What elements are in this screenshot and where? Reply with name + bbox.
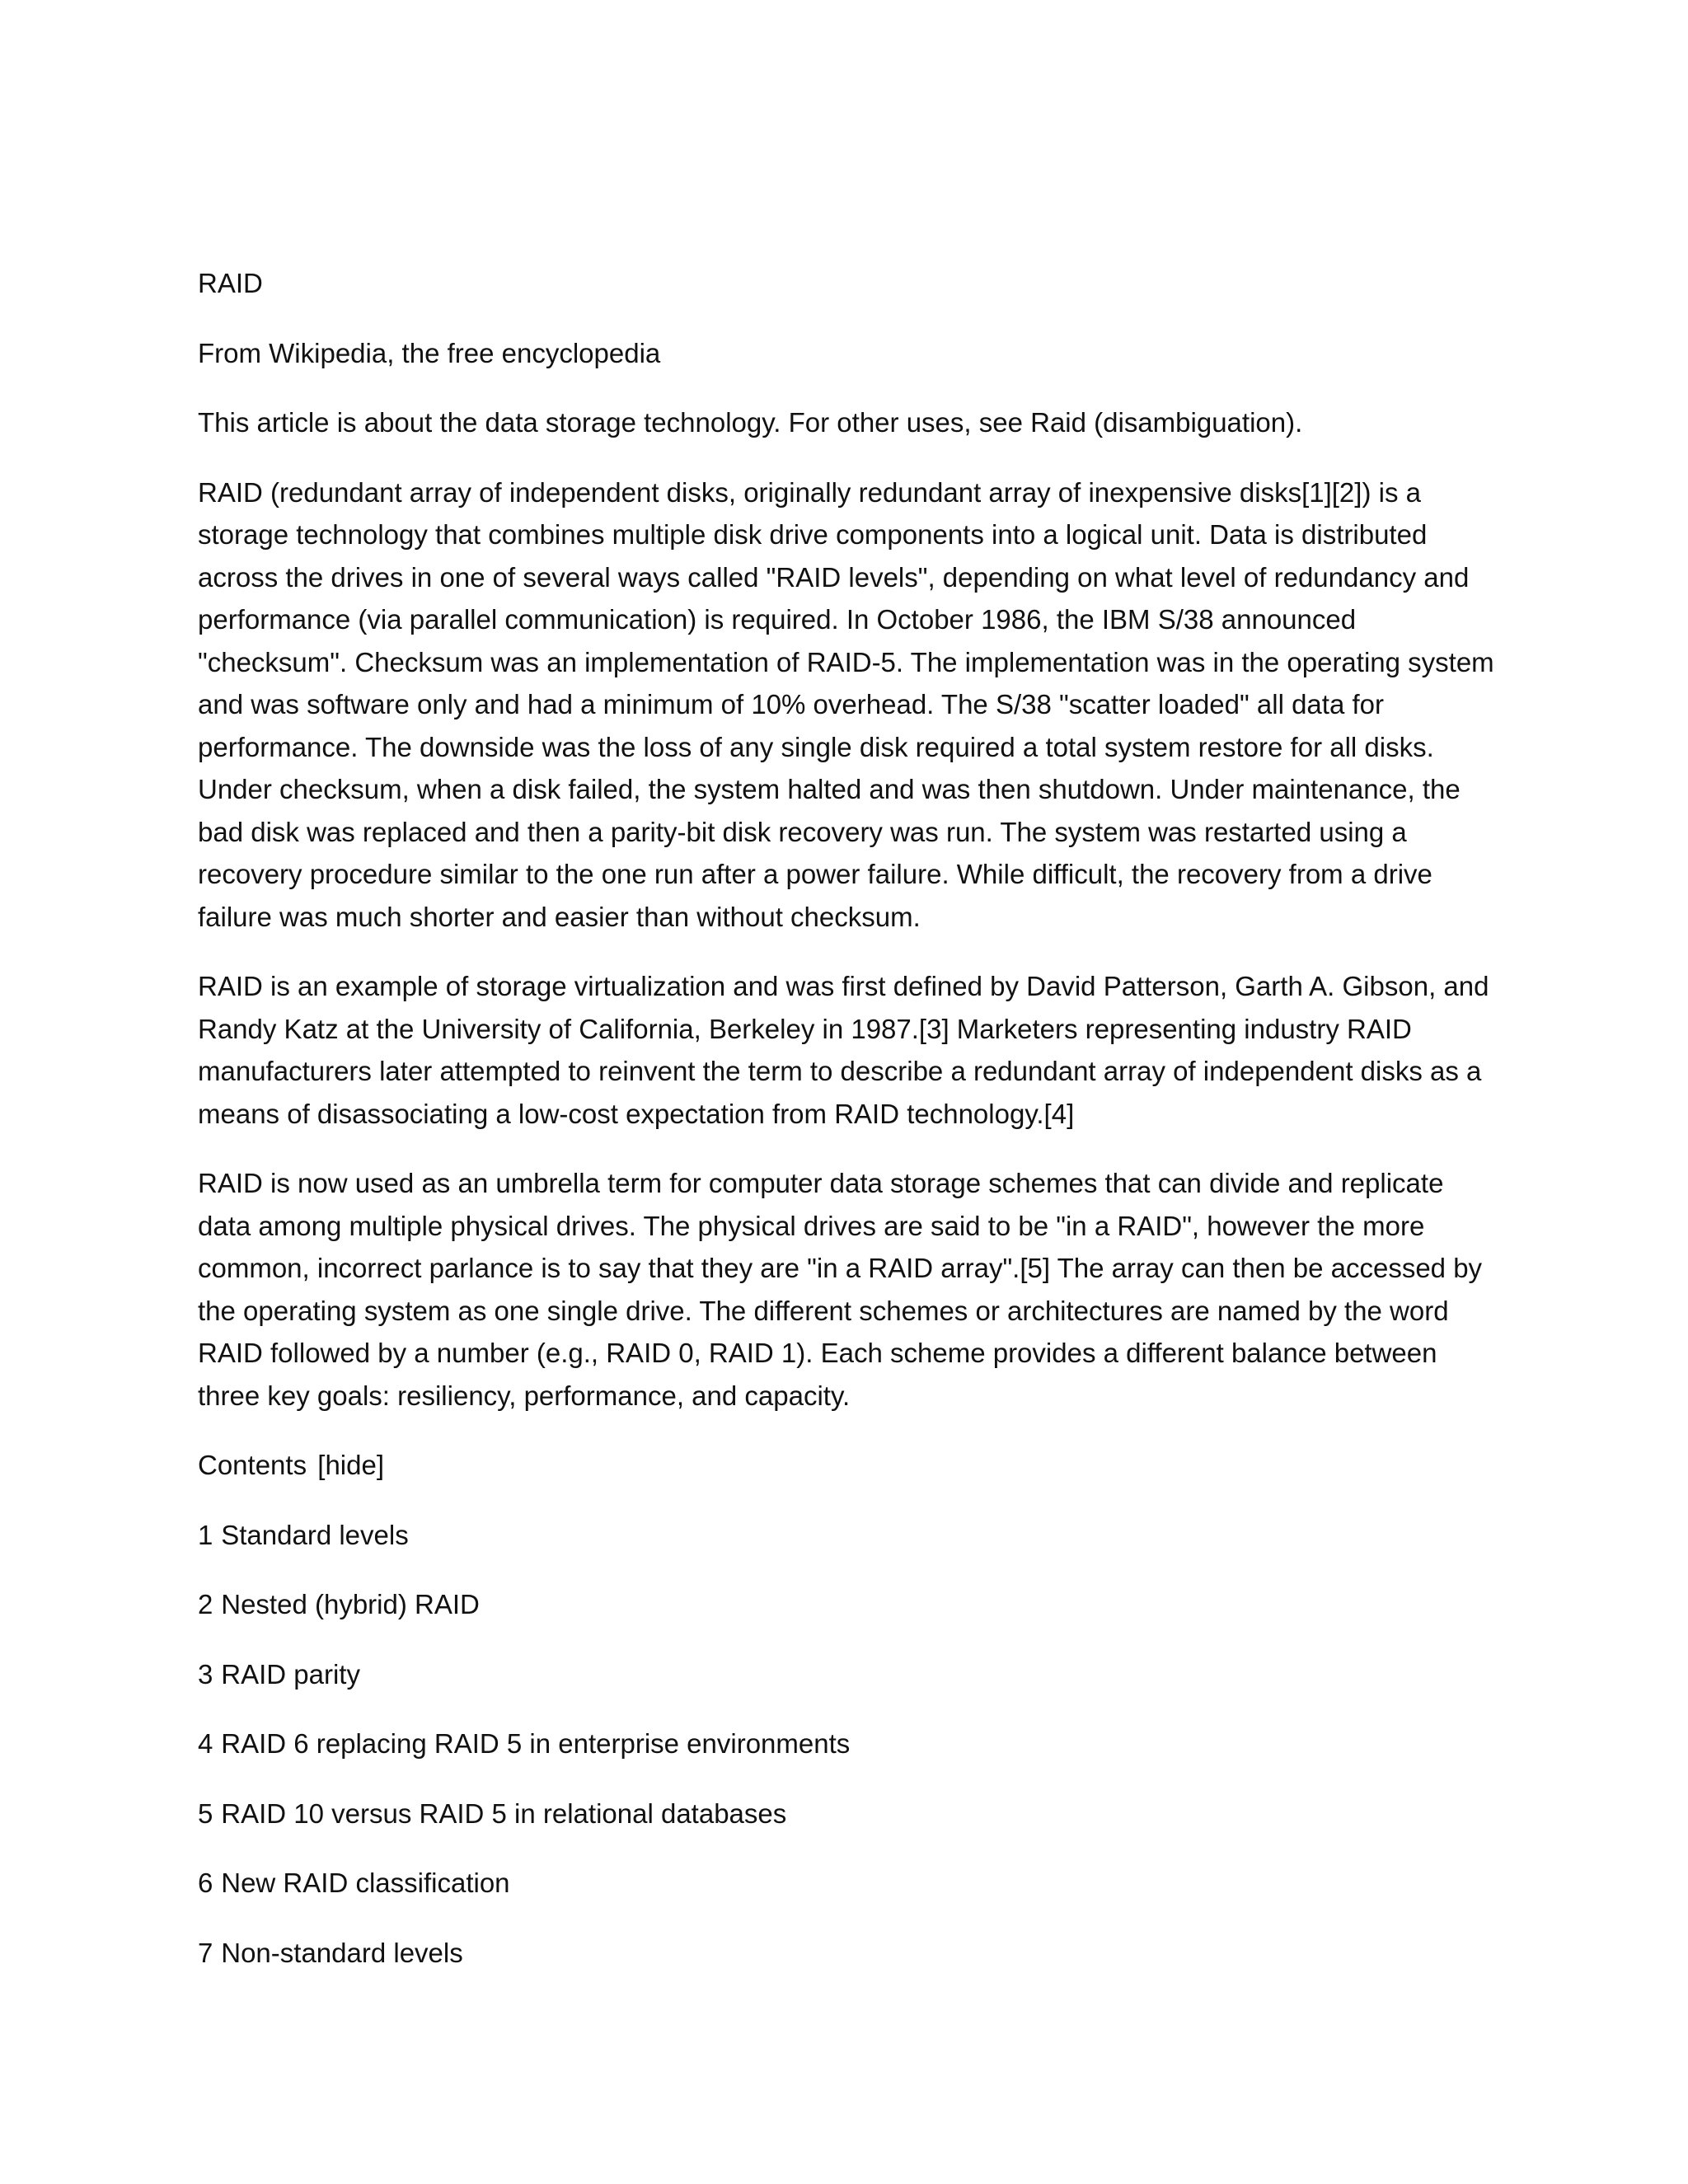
toc-item-label: RAID 6 replacing RAID 5 in enterprise environments xyxy=(221,1728,851,1759)
toc-item-number: 3 xyxy=(198,1658,213,1690)
toc-item-label: Standard levels xyxy=(221,1519,409,1550)
toc-item[interactable] xyxy=(198,1862,1500,1905)
toc-item-number: 6 xyxy=(198,1868,213,1898)
toc-item-label: New RAID classification xyxy=(221,1868,510,1898)
toc-item-label: Nested (hybrid) RAID xyxy=(221,1589,480,1619)
toc-item[interactable] xyxy=(198,1932,1500,1975)
toc-item-number: 2 xyxy=(198,1589,213,1619)
toc-item-label: RAID parity xyxy=(221,1658,360,1690)
toc-item-label: RAID 10 versus RAID 5 in relational databases xyxy=(221,1797,787,1829)
toc-item[interactable] xyxy=(198,1583,1500,1626)
contents-label: Contents xyxy=(198,1450,307,1480)
intro-paragraph-1: RAID (redundant array of independent disks, originally redundant array of inexpensive disks[1][2]) is a storage technology that combines multiple disk drive components into a logical unit. Data is distributed across the drives in one of several ways called "RAID levels", depending on what level of redundancy and performance (via parallel communication) is required. In October 1986, the IBM S/38 announced "checksum". Checksum was an implementation of RAID-5. The implementation was in the operating system and was software only and had a minimum of 10% overhead. The S/38 "scatter loaded" all data for performance. The downside was the loss of any single disk required a total system restore for all disks. Under checksum, when a disk failed, the system halted and was then shutdown. Under maintenance, the bad disk was replaced and then a parity-bit disk recovery was run. The system was restarted using a recovery procedure similar to the one run after a power failure. While difficult, the recovery from a drive failure was much shorter and easier than without checksum. xyxy=(198,476,1494,932)
contents-hide-toggle[interactable]: [hide] xyxy=(317,1450,385,1480)
toc-item[interactable] xyxy=(198,1653,1500,1696)
toc-item-number: 1 xyxy=(198,1519,213,1550)
source-line: From Wikipedia, the free encyclopedia xyxy=(198,337,661,368)
intro-paragraph-3: RAID is now used as an umbrella term for computer data storage schemes that can divide and replicate data among multiple physical drives. The physical drives are said to be "in a RAID", however the more common, incorrect parlance is to say that they are "in a RAID array".[5] The array can then be accessed by the operating system as one single drive. The different schemes or architectures are named by the word RAID followed by a number (e.g., RAID 0, RAID 1). Each scheme provides a different balance between three key goals: resiliency, performance, and capacity. xyxy=(198,1168,1483,1411)
toc-item-number: 4 xyxy=(198,1728,213,1759)
hatnote: This article is about the data storage technology. For other uses, see Raid (disambiguation). xyxy=(198,407,1303,438)
contents-header xyxy=(198,1444,1500,1487)
toc-item[interactable] xyxy=(198,1514,1500,1557)
toc-item[interactable] xyxy=(198,1793,1500,1835)
article-title: RAID xyxy=(198,268,263,298)
intro-paragraph-2: RAID is an example of storage virtualization and was first defined by David Patterson, Garth A. Gibson, and Randy Katz at the University of California, Berkeley in 1987.[3] Marketers representing industry RAID manufacturers later attempted to reinvent the term to describe a redundant array of independent disks as a means of disassociating a low-cost expectation from RAID technology.[4] xyxy=(198,971,1489,1129)
document-page xyxy=(198,262,1500,2001)
toc-item-number: 5 xyxy=(198,1797,213,1829)
toc-item-label: Non-standard levels xyxy=(221,1937,463,1968)
toc-item[interactable] xyxy=(198,1722,1500,1765)
toc-item-number: 7 xyxy=(198,1937,213,1968)
